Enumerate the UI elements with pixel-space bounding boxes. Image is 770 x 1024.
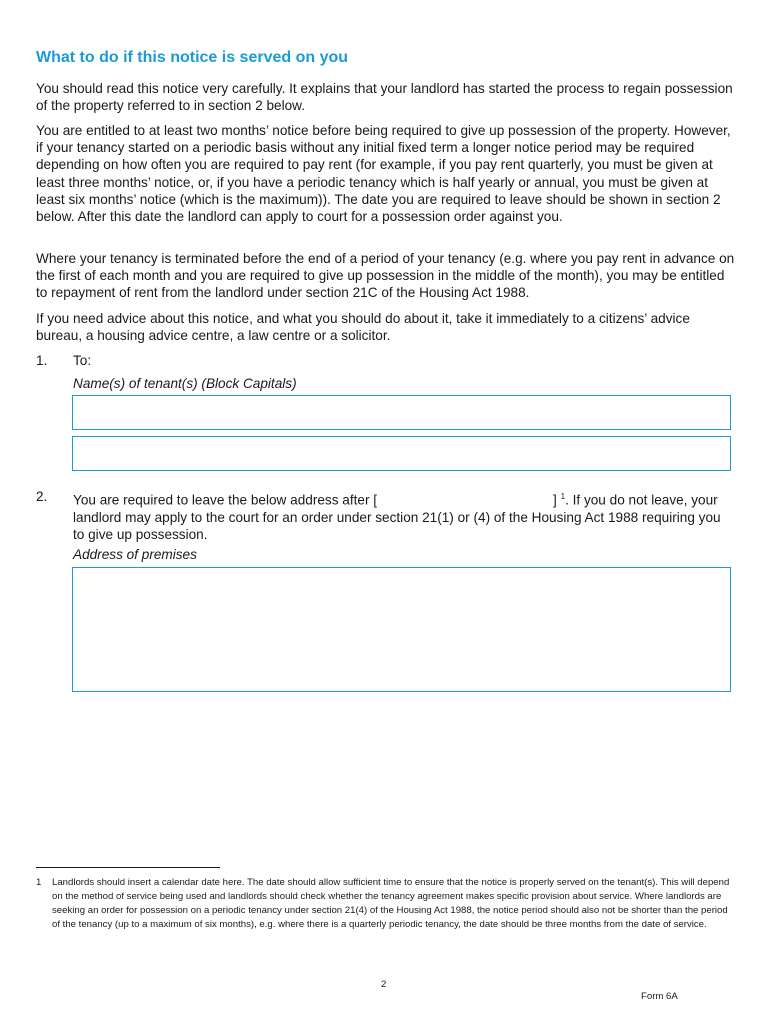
tenant-name-field-1[interactable] xyxy=(72,395,731,430)
footnote-reference: 1 xyxy=(560,492,566,501)
form-label: Form 6A xyxy=(641,991,678,1002)
section-2-text xyxy=(73,488,733,543)
footnote-text: Landlords should insert a calendar date here. The date should allow sufficient time to ensure that the notice is properly served on the tenant(s). This will depend on the method of service being used and landlords should check whether the tenancy agreement makes specific provision about service. Where landlords are seeking an order for possession on a periodic tenancy under section 21(4) of the Housing Act 1988, the notice period should also not be shorter than the period of the tenancy (up to a maximum of six months), e.g. where there is a quarterly periodic tenancy, the date should be three months from the date of service. xyxy=(52,877,730,930)
page-heading: What to do if this notice is served on you xyxy=(36,49,349,66)
rent-repayment-paragraph: Where your tenancy is terminated before the end of a period of your tenancy (e.g. where you pay rent in advance on the first of each month and you are required to give up possession in the middle of the month), you may be entitled to repayment of rent from the landlord under section 21C of the Housing Act 1988. xyxy=(36,251,735,301)
leave-date-text-after: . If you do not leave, your landlord may apply to the court for an order under section 21(1) or (4) of the Housing Act 1988 requiring you to give up possession. xyxy=(73,492,721,542)
section-1-label: To: xyxy=(73,353,92,368)
intro-paragraph: You should read this notice very carefully. It explains that your landlord has started the process to regain possession of the property referred to in section 2 below. xyxy=(36,81,733,114)
leave-date-bracket-close: ] xyxy=(553,492,557,508)
address-of-premises-field[interactable] xyxy=(72,567,731,692)
address-of-premises-label: Address of premises xyxy=(73,547,197,562)
notice-period-paragraph: You are entitled to at least two months’ notice before being required to give up possession of the property. However, if your tenancy started on a periodic basis without any initial fixed term a longer notice period may be required depending on how often you are required to pay rent (for example, if you pay rent quarterly, you must be given at least three months’ notice, or, if you have a periodic tenancy which is half yearly or annual, you must be given at least six months’ notice (which is the maximum)). The date you are required to leave should be shown in section 2 below. After this date the landlord can apply to court for a possession order against you. xyxy=(36,123,731,225)
tenant-name-field-2[interactable] xyxy=(72,436,731,471)
footnote-divider xyxy=(36,867,220,868)
section-2-number: 2. xyxy=(36,489,48,504)
leave-date-text-before: You are required to leave the below address after [ xyxy=(73,492,378,508)
footnote-number: 1 xyxy=(36,877,42,888)
advice-paragraph: If you need advice about this notice, and what you should do about it, take it immediately to a citizens’ advice bureau, a housing advice centre, a law centre or a solicitor. xyxy=(36,311,690,344)
section-1-number: 1. xyxy=(36,353,48,368)
page-number: 2 xyxy=(381,979,387,990)
tenant-names-label: Name(s) of tenant(s) (Block Capitals) xyxy=(73,376,297,391)
